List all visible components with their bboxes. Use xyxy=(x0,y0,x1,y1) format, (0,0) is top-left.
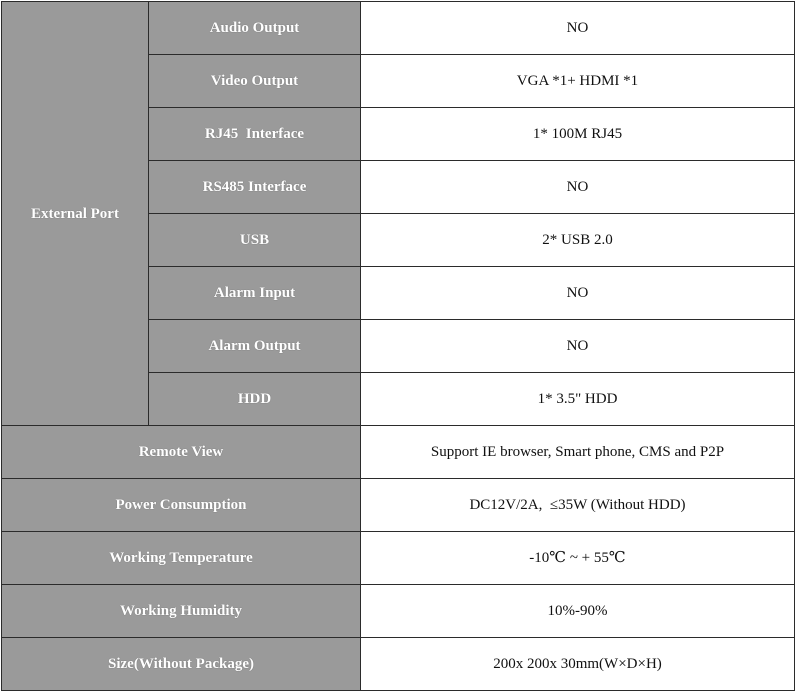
spec-label-power-consumption: Power Consumption xyxy=(2,479,361,532)
table-row xyxy=(2,585,795,638)
spec-label-alarm-input: Alarm Input xyxy=(149,267,361,320)
spec-value-alarm-input: NO xyxy=(361,267,795,320)
spec-value-rj45-interface: 1* 100M RJ45 xyxy=(361,108,795,161)
spec-value-size: 200x 200x 30mm(W×D×H) xyxy=(361,638,795,691)
spec-value-usb: 2* USB 2.0 xyxy=(361,214,795,267)
spec-value-remote-view: Support IE browser, Smart phone, CMS and P2P xyxy=(361,426,795,479)
spec-label-working-humidity: Working Humidity xyxy=(2,585,361,638)
spec-label-working-temperature: Working Temperature xyxy=(2,532,361,585)
spec-label-remote-view: Remote View xyxy=(2,426,361,479)
spec-value-power-consumption: DC12V/2A, ≤35W (Without HDD) xyxy=(361,479,795,532)
table-row xyxy=(2,479,795,532)
spec-label-video-output: Video Output xyxy=(149,55,361,108)
spec-table xyxy=(1,1,795,691)
table-row xyxy=(2,426,795,479)
spec-value-rs485-interface: NO xyxy=(361,161,795,214)
spec-value-working-temperature: -10℃ ~ + 55℃ xyxy=(361,532,795,585)
spec-value-hdd: 1* 3.5" HDD xyxy=(361,373,795,426)
table-row xyxy=(2,532,795,585)
spec-label-rj45-interface: RJ45 Interface xyxy=(149,108,361,161)
spec-value-video-output: VGA *1+ HDMI *1 xyxy=(361,55,795,108)
spec-label-audio-output: Audio Output xyxy=(149,2,361,55)
table-row xyxy=(2,638,795,691)
table-row xyxy=(2,2,795,55)
spec-value-audio-output: NO xyxy=(361,2,795,55)
spec-label-rs485-interface: RS485 Interface xyxy=(149,161,361,214)
spec-label-size: Size(Without Package) xyxy=(2,638,361,691)
group-label-external-port: External Port xyxy=(2,2,149,426)
spec-value-alarm-output: NO xyxy=(361,320,795,373)
spec-value-working-humidity: 10%-90% xyxy=(361,585,795,638)
spec-label-hdd: HDD xyxy=(149,373,361,426)
spec-label-usb: USB xyxy=(149,214,361,267)
spec-label-alarm-output: Alarm Output xyxy=(149,320,361,373)
